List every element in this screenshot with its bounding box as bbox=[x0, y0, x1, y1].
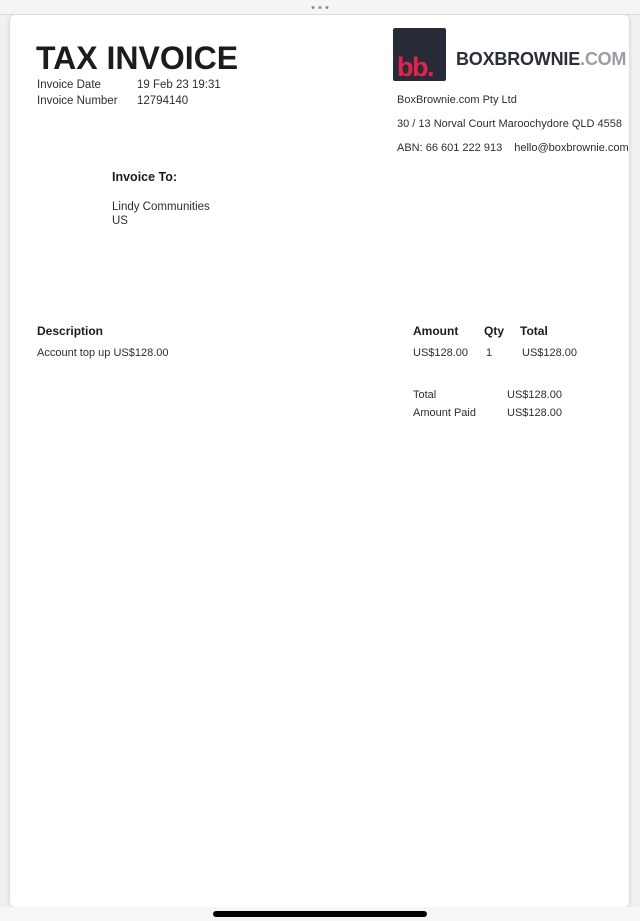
dot-icon bbox=[326, 6, 329, 9]
invoice-date-label: Invoice Date bbox=[37, 79, 101, 91]
invoice-number-label: Invoice Number bbox=[37, 95, 118, 107]
company-contact-line bbox=[397, 142, 629, 154]
summary-total-label: Total bbox=[413, 389, 437, 401]
company-address: 30 / 13 Norval Court Maroochydore QLD 4558 bbox=[397, 118, 623, 130]
invoice-date-value: 19 Feb 23 19:31 bbox=[137, 79, 221, 91]
invoice-to-heading: Invoice To: bbox=[112, 170, 178, 184]
invoice-number-value: 12794140 bbox=[137, 95, 189, 107]
column-header-amount: Amount bbox=[413, 324, 459, 338]
company-abn: ABN: 66 601 222 913 bbox=[397, 142, 503, 154]
column-header-description: Description bbox=[37, 324, 104, 338]
line-item-description: Account top up US$128.00 bbox=[37, 347, 169, 359]
dot-icon bbox=[312, 6, 315, 9]
bill-to-name: Lindy Communities bbox=[112, 201, 210, 213]
home-indicator-icon[interactable] bbox=[213, 911, 427, 917]
line-item-qty: 1 bbox=[486, 347, 493, 359]
summary-amount-paid-label: Amount Paid bbox=[413, 407, 476, 419]
brand-suffix: .COM bbox=[580, 49, 627, 69]
brand-wordmark bbox=[456, 49, 626, 70]
company-name: BoxBrownie.com Pty Ltd bbox=[397, 94, 517, 106]
bill-to-country: US bbox=[112, 215, 128, 227]
drag-handle-icon[interactable] bbox=[312, 6, 329, 9]
company-email: hello@boxbrownie.com bbox=[514, 142, 629, 154]
summary-amount-paid-value: US$128.00 bbox=[507, 407, 563, 419]
brand-name: BOXBROWNIE bbox=[456, 49, 581, 69]
sheet-header bbox=[0, 0, 640, 15]
column-header-total: Total bbox=[520, 324, 548, 338]
invoice-page bbox=[10, 15, 629, 907]
dot-icon bbox=[319, 6, 322, 9]
summary-total-value: US$128.00 bbox=[507, 389, 563, 401]
boxbrownie-logo-icon bbox=[393, 28, 446, 81]
line-item-amount: US$128.00 bbox=[413, 347, 469, 359]
line-item-total: US$128.00 bbox=[522, 347, 578, 359]
page-title: TAX INVOICE bbox=[36, 40, 239, 76]
logo-bb-text: bb. bbox=[397, 52, 433, 82]
column-header-qty: Qty bbox=[484, 324, 505, 338]
